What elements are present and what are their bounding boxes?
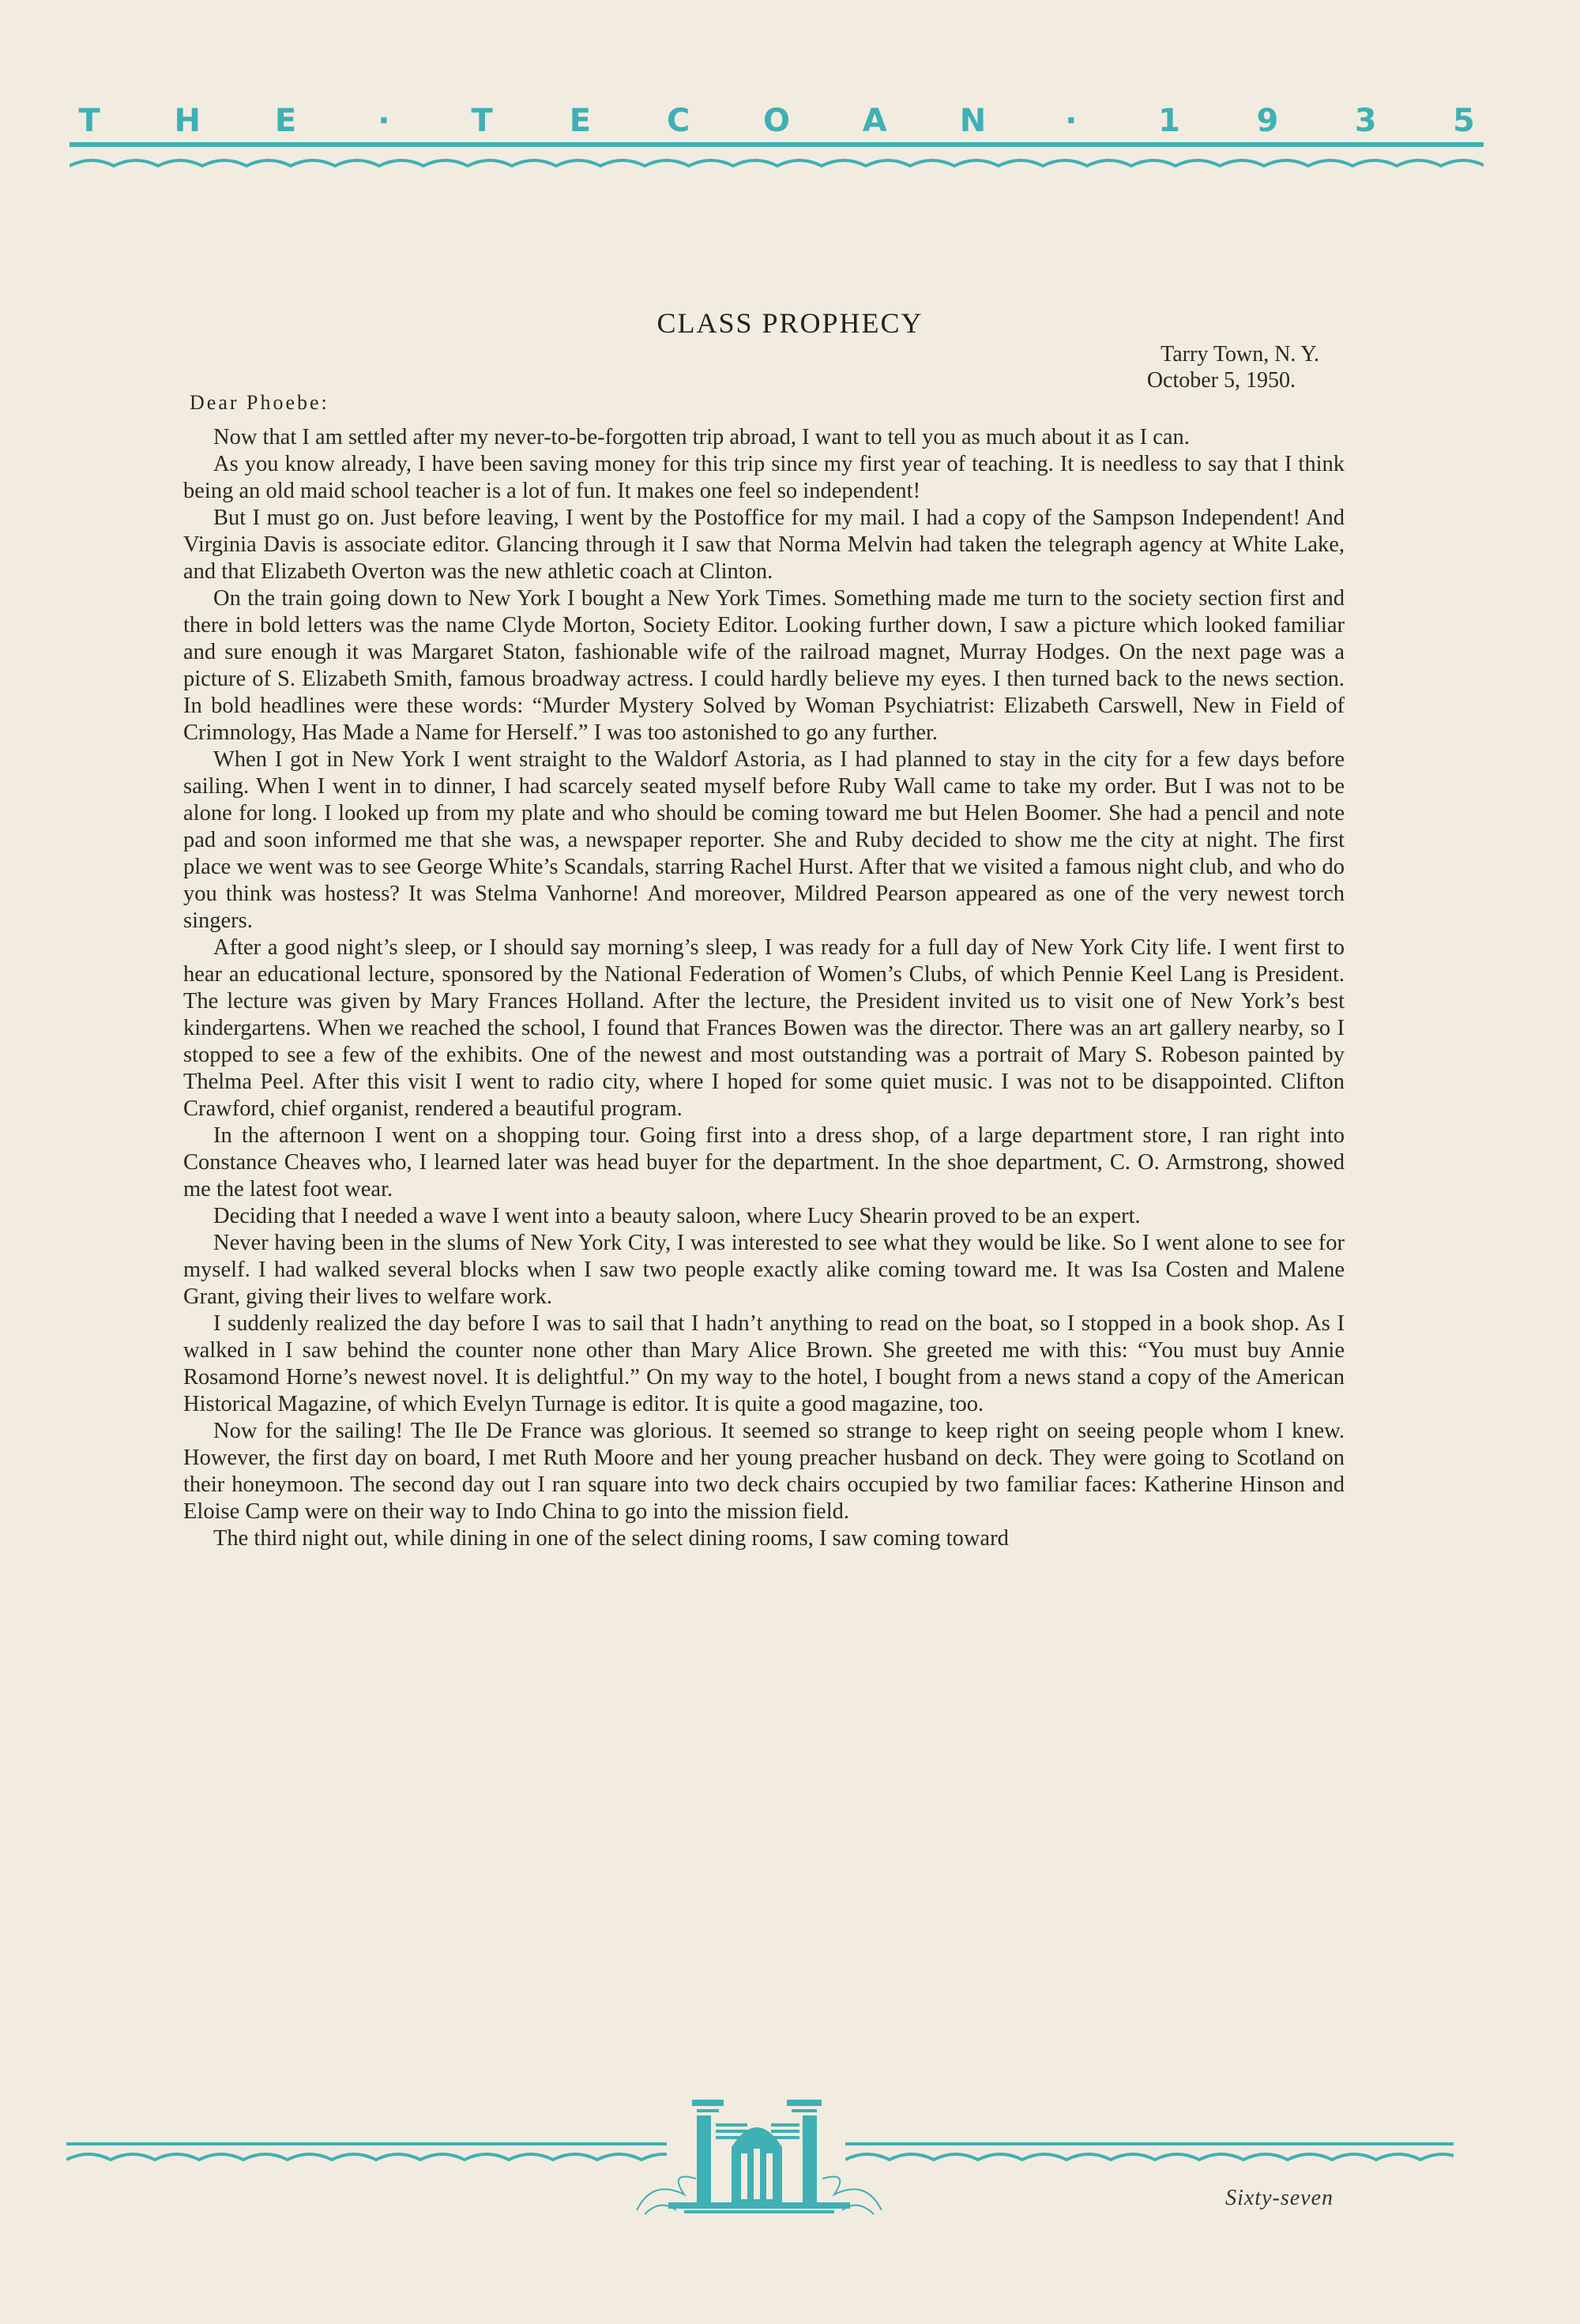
paragraph: When I got in New York I went straight to the Waldorf Astoria, as I had planned to stay in the city for a few days before sailing. When I went in to dinner, I had scarcely seated myself before Ruby Wall came to take my order. But I was not to be alone for long. I looked up from my plate and who should be coming toward me but Helen Boomer. She had a pencil and note pad and soon informed me that she was, a newspaper reporter. She and Ruby decided to show me the city at night. The first place we went was to see George White’s Scandals, starring Rachel Hurst. After that we visited a famous night club, and who do you think was hostess? It was Stelma Vanhorne! And moreover, Mildred Pearson appeared as one of the very newest torch singers. bbox=[183, 747, 1345, 933]
building-emblem-icon bbox=[621, 2092, 897, 2234]
letter-body bbox=[183, 424, 1345, 1552]
header-wave-ornament bbox=[70, 149, 1484, 172]
running-header bbox=[70, 103, 1484, 139]
header-letter: H bbox=[174, 103, 201, 139]
paragraph: Never having been in the slums of New York City, I was interested to see what they would be like. So I went alone to see for myself. I had walked several blocks when I saw two people exactly alike coming toward me. It was Isa Costen and Malene Grant, giving their lives to welfare work. bbox=[183, 1231, 1345, 1309]
page-title: CLASS PROPHECY bbox=[656, 307, 924, 339]
header-letter: O bbox=[762, 103, 790, 139]
header-letter: N bbox=[959, 103, 987, 139]
header-letter: · bbox=[378, 103, 390, 139]
header-letter: 9 bbox=[1256, 103, 1279, 139]
header-letter: T bbox=[78, 103, 100, 139]
paragraph: But I must go on. Just before leaving, I went by the Postoffice for my mail. I had a copy of the Sampson Independent! And Virginia Davis is associate editor. Glancing through it I saw that Norma Melvin had taken the telegraph agency at White Lake, and that Elizabeth Overton was the new athletic coach at Clinton. bbox=[183, 506, 1345, 584]
header-letter: T bbox=[471, 103, 493, 139]
paragraph: I suddenly realized the day before I was to sail that I hadn’t anything to read on the boat, so I stopped in a book shop. As I walked in I saw behind the counter none other than Mary Alice Brown. She greeted me with this: “You must buy Annie Rosamond Horne’s newest novel. It is delightful.” On my way to the hotel, I bought from a news stand a copy of the American Historical Magazine, of which Evelyn Turnage is editor. It is quite a good magazine, too. bbox=[183, 1311, 1345, 1416]
header-letter: 5 bbox=[1453, 103, 1475, 139]
paragraph: Deciding that I needed a wave I went into a beauty saloon, where Lucy Shearin proved to be an expert. bbox=[213, 1204, 1141, 1228]
header-letter: C bbox=[667, 103, 690, 139]
paragraph: After a good night’s sleep, or I should say morning’s sleep, I was ready for a full day of New York City life. I went first to hear an educational lecture, sponsored by the National Federation of Women’s Clubs, of which Pennie Keel Lang is President. The lecture was given by Mary Frances Holland. After the lecture, the President invited us to visit one of New York’s best kindergartens. When we reached the school, I found that Frances Bowen was the director. There was an art gallery nearby, so I stopped to see a few of the exhibits. One of the newest and most outstanding was a portrait of Mary S. Robeson painted by Thelma Peel. After this visit I went to radio city, where I hoped for some quiet music. I was not to be disappointed. Clifton Crawford, chief organist, rendered a beautiful program. bbox=[183, 935, 1345, 1121]
letter-date: October 5, 1950. bbox=[1146, 368, 1296, 393]
paragraph: Now that I am settled after my never-to-be-forgotten trip abroad, I want to tell you as much about it as I can. bbox=[213, 425, 1190, 449]
paragraph: In the afternoon I went on a shopping tour. Going first into a dress shop, of a large department store, I ran right into Constance Cheaves who, I learned later was head buyer for the department. In the shoe department, C. O. Armstrong, showed me the latest foot wear. bbox=[183, 1123, 1345, 1201]
header-rule bbox=[70, 142, 1484, 147]
header-letter: · bbox=[1065, 103, 1078, 139]
header-letter: A bbox=[862, 103, 887, 139]
paragraph: The third night out, while dining in one of the select dining rooms, I saw coming toward bbox=[213, 1526, 1009, 1551]
footer-wave-right bbox=[845, 2141, 1454, 2164]
footer-wave-left bbox=[66, 2141, 667, 2164]
header-letter: 3 bbox=[1354, 103, 1377, 139]
letter-place: Tarry Town, N. Y. bbox=[1161, 342, 1319, 367]
paragraph: As you know already, I have been saving money for this trip since my first year of teaching. It is needless to say that I think being an old maid school teacher is a lot of fun. It makes one feel so independent! bbox=[183, 452, 1345, 503]
header-letter: 1 bbox=[1158, 103, 1181, 139]
letter-dateline bbox=[1051, 341, 1319, 393]
page-number: Sixty-seven bbox=[1225, 2186, 1334, 2210]
header-letter: E bbox=[274, 103, 297, 139]
paragraph: Now for the sailing! The Ile De France was glorious. It seemed so strange to keep right on seeing people whom I knew. However, the first day on board, I met Ruth Moore and her young preacher husband on deck. They were going to Scotland on their honeymoon. The second day out I ran square into two deck chairs occupied by two familiar faces: Katherine Hinson and Eloise Camp were on their way to Indo China to go into the mission field. bbox=[183, 1419, 1345, 1524]
paragraph: On the train going down to New York I bought a New York Times. Something made me turn to the society section first and there in bold letters was the name Clyde Morton, Society Editor. Looking further down, I saw a picture which looked familiar and sure enough it was Margaret Staton, fashionable wife of the railroad magnet, Murray Hodges. On the next page was a picture of S. Elizabeth Smith, famous broadway actress. I could hardly believe my eyes. I then turned back to the news section. In bold headlines were these words: “Murder Mystery Solved by Woman Psychiatrist: Elizabeth Carswell, New in Field of Crimnology, Has Made a Name for Herself.” I was too astonished to go any further. bbox=[183, 586, 1345, 745]
letter-salutation: Dear Phoebe: bbox=[190, 391, 329, 414]
header-letter: E bbox=[569, 103, 592, 139]
